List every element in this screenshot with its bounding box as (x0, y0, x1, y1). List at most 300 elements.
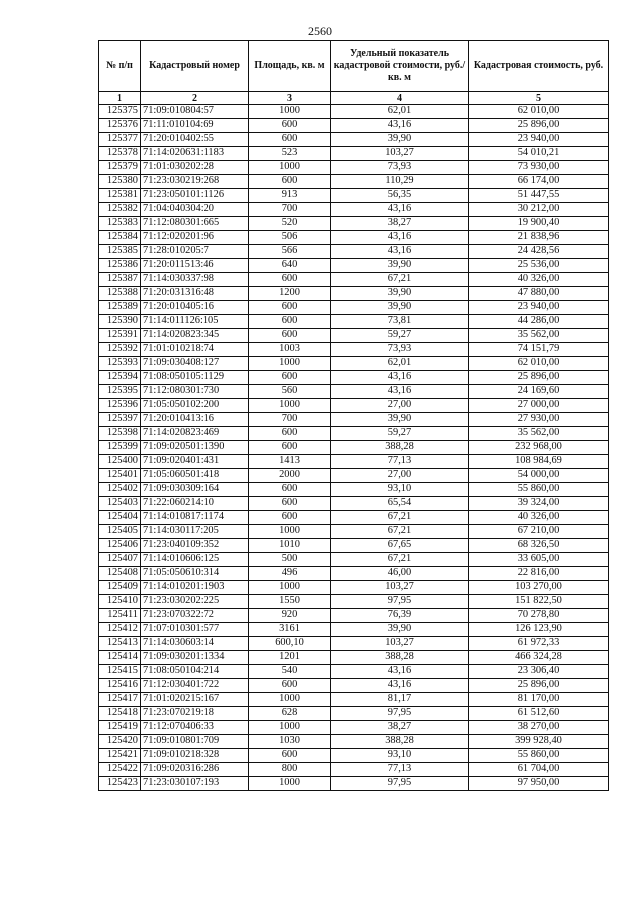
cadastral-value-cell: 67 210,00 (469, 525, 609, 539)
table-row (99, 511, 609, 525)
area-cell: 520 (249, 217, 331, 231)
unit-value-cell: 73,93 (331, 343, 469, 357)
cadastral-number-cell: 71:01:030202:28 (141, 161, 249, 175)
row-number-cell: 125381 (99, 189, 141, 203)
table-row (99, 105, 609, 119)
column-number: 1 (99, 92, 141, 105)
row-number-cell: 125413 (99, 637, 141, 651)
cadastral-number-cell: 71:20:010405:16 (141, 301, 249, 315)
table-row (99, 119, 609, 133)
table-row (99, 749, 609, 763)
table-row (99, 385, 609, 399)
cadastral-number-cell: 71:23:030107:193 (141, 777, 249, 791)
unit-value-cell: 97,95 (331, 595, 469, 609)
area-cell: 800 (249, 763, 331, 777)
header-area: Площадь, кв. м (249, 41, 331, 92)
table-row (99, 651, 609, 665)
row-number-cell: 125416 (99, 679, 141, 693)
cadastral-number-cell: 71:23:030202:225 (141, 595, 249, 609)
cadastral-value-cell: 103 270,00 (469, 581, 609, 595)
area-cell: 1000 (249, 399, 331, 413)
table-row (99, 469, 609, 483)
table-row (99, 441, 609, 455)
area-cell: 600 (249, 133, 331, 147)
cadastral-number-cell: 71:20:010413:16 (141, 413, 249, 427)
table-row (99, 203, 609, 217)
cadastral-number-cell: 71:12:030401:722 (141, 679, 249, 693)
row-number-cell: 125401 (99, 469, 141, 483)
area-cell: 1550 (249, 595, 331, 609)
cadastral-number-cell: 71:20:010402:55 (141, 133, 249, 147)
table-row (99, 147, 609, 161)
area-cell: 1000 (249, 357, 331, 371)
unit-value-cell: 43,16 (331, 665, 469, 679)
cadastral-number-cell: 71:14:020823:345 (141, 329, 249, 343)
cadastral-number-cell: 71:11:010104:69 (141, 119, 249, 133)
row-number-cell: 125414 (99, 651, 141, 665)
cadastral-number-cell: 71:14:010201:1903 (141, 581, 249, 595)
cadastral-value-cell: 108 984,69 (469, 455, 609, 469)
row-number-cell: 125395 (99, 385, 141, 399)
cadastral-number-cell: 71:14:030603:14 (141, 637, 249, 651)
table-row (99, 679, 609, 693)
cadastral-value-cell: 40 326,00 (469, 511, 609, 525)
area-cell: 1200 (249, 287, 331, 301)
row-number-cell: 125379 (99, 161, 141, 175)
cadastral-number-cell: 71:14:010606:125 (141, 553, 249, 567)
unit-value-cell: 27,00 (331, 469, 469, 483)
area-cell: 700 (249, 203, 331, 217)
header-cadastral-value: Кадастровая стоимость, руб. (469, 41, 609, 92)
header-row-number: № п/п (99, 41, 141, 92)
unit-value-cell: 39,90 (331, 623, 469, 637)
unit-value-cell: 39,90 (331, 287, 469, 301)
cadastral-number-cell: 71:09:020401:431 (141, 455, 249, 469)
area-cell: 600 (249, 749, 331, 763)
area-cell: 1000 (249, 693, 331, 707)
cadastral-number-cell: 71:20:011513:46 (141, 259, 249, 273)
cadastral-value-cell: 40 326,00 (469, 273, 609, 287)
cadastral-value-cell: 27 000,00 (469, 399, 609, 413)
table-row (99, 217, 609, 231)
unit-value-cell: 388,28 (331, 735, 469, 749)
row-number-cell: 125402 (99, 483, 141, 497)
unit-value-cell: 67,21 (331, 273, 469, 287)
table-row (99, 539, 609, 553)
table-row (99, 735, 609, 749)
cadastral-value-cell: 33 605,00 (469, 553, 609, 567)
cadastral-number-cell: 71:05:050610:314 (141, 567, 249, 581)
cadastral-value-cell: 39 324,00 (469, 497, 609, 511)
cadastral-number-cell: 71:12:070406:33 (141, 721, 249, 735)
row-number-cell: 125409 (99, 581, 141, 595)
unit-value-cell: 38,27 (331, 721, 469, 735)
row-number-cell: 125393 (99, 357, 141, 371)
area-cell: 3161 (249, 623, 331, 637)
row-number-cell: 125380 (99, 175, 141, 189)
area-cell: 2000 (249, 469, 331, 483)
column-number: 3 (249, 92, 331, 105)
cadastral-value-table (98, 40, 609, 791)
cadastral-number-cell: 71:09:030309:164 (141, 483, 249, 497)
area-cell: 628 (249, 707, 331, 721)
row-number-cell: 125384 (99, 231, 141, 245)
cadastral-value-cell: 399 928,40 (469, 735, 609, 749)
table-row (99, 483, 609, 497)
cadastral-number-cell: 71:20:031316:48 (141, 287, 249, 301)
unit-value-cell: 67,65 (331, 539, 469, 553)
area-cell: 1000 (249, 161, 331, 175)
table-row (99, 777, 609, 791)
area-cell: 920 (249, 609, 331, 623)
table-row (99, 273, 609, 287)
table-row (99, 175, 609, 189)
cadastral-number-cell: 71:01:020215:167 (141, 693, 249, 707)
cadastral-value-cell: 232 968,00 (469, 441, 609, 455)
area-cell: 600 (249, 371, 331, 385)
cadastral-number-cell: 71:09:030408:127 (141, 357, 249, 371)
unit-value-cell: 103,27 (331, 147, 469, 161)
cadastral-number-cell: 71:23:070219:18 (141, 707, 249, 721)
cadastral-number-cell: 71:09:010801:709 (141, 735, 249, 749)
unit-value-cell: 77,13 (331, 763, 469, 777)
table-row (99, 525, 609, 539)
unit-value-cell: 59,27 (331, 427, 469, 441)
area-cell: 1000 (249, 721, 331, 735)
row-number-cell: 125388 (99, 287, 141, 301)
cadastral-number-cell: 71:14:020631:1183 (141, 147, 249, 161)
unit-value-cell: 73,81 (331, 315, 469, 329)
row-number-cell: 125394 (99, 371, 141, 385)
unit-value-cell: 110,29 (331, 175, 469, 189)
table-row (99, 609, 609, 623)
area-cell: 600 (249, 301, 331, 315)
cadastral-value-cell: 22 816,00 (469, 567, 609, 581)
area-cell: 506 (249, 231, 331, 245)
area-cell: 560 (249, 385, 331, 399)
cadastral-number-cell: 71:08:050104:214 (141, 665, 249, 679)
row-number-cell: 125397 (99, 413, 141, 427)
unit-value-cell: 93,10 (331, 749, 469, 763)
area-cell: 1000 (249, 525, 331, 539)
cadastral-value-cell: 23 940,00 (469, 133, 609, 147)
cadastral-value-cell: 38 270,00 (469, 721, 609, 735)
area-cell: 600 (249, 441, 331, 455)
cadastral-value-cell: 30 212,00 (469, 203, 609, 217)
row-number-cell: 125399 (99, 441, 141, 455)
unit-value-cell: 67,21 (331, 511, 469, 525)
area-cell: 600 (249, 329, 331, 343)
area-cell: 600,10 (249, 637, 331, 651)
unit-value-cell: 46,00 (331, 567, 469, 581)
column-number: 5 (469, 92, 609, 105)
unit-value-cell: 39,90 (331, 259, 469, 273)
cadastral-value-cell: 126 123,90 (469, 623, 609, 637)
unit-value-cell: 67,21 (331, 553, 469, 567)
row-number-cell: 125396 (99, 399, 141, 413)
cadastral-number-cell: 71:09:010218:328 (141, 749, 249, 763)
cadastral-number-cell: 71:07:010301:577 (141, 623, 249, 637)
table-row (99, 427, 609, 441)
row-number-cell: 125398 (99, 427, 141, 441)
row-number-cell: 125386 (99, 259, 141, 273)
table-row (99, 413, 609, 427)
cadastral-value-cell: 19 900,40 (469, 217, 609, 231)
unit-value-cell: 65,54 (331, 497, 469, 511)
cadastral-number-cell: 71:14:030117:205 (141, 525, 249, 539)
cadastral-number-cell: 71:05:060501:418 (141, 469, 249, 483)
unit-value-cell: 388,28 (331, 441, 469, 455)
unit-value-cell: 43,16 (331, 203, 469, 217)
unit-value-cell: 43,16 (331, 371, 469, 385)
row-number-cell: 125389 (99, 301, 141, 315)
row-number-cell: 125403 (99, 497, 141, 511)
area-cell: 600 (249, 511, 331, 525)
row-number-cell: 125420 (99, 735, 141, 749)
row-number-cell: 125407 (99, 553, 141, 567)
cadastral-value-cell: 55 860,00 (469, 483, 609, 497)
unit-value-cell: 97,95 (331, 777, 469, 791)
area-cell: 1000 (249, 581, 331, 595)
unit-value-cell: 77,13 (331, 455, 469, 469)
cadastral-number-cell: 71:23:040109:352 (141, 539, 249, 553)
cadastral-number-cell: 71:04:040304:20 (141, 203, 249, 217)
cadastral-value-cell: 23 940,00 (469, 301, 609, 315)
unit-value-cell: 62,01 (331, 105, 469, 119)
column-number: 2 (141, 92, 249, 105)
area-cell: 1030 (249, 735, 331, 749)
area-cell: 1201 (249, 651, 331, 665)
table-row (99, 567, 609, 581)
table-row (99, 259, 609, 273)
row-number-cell: 125405 (99, 525, 141, 539)
area-cell: 1010 (249, 539, 331, 553)
unit-value-cell: 39,90 (331, 301, 469, 315)
cadastral-number-cell: 71:14:020823:469 (141, 427, 249, 441)
header-cadastral-number: Кадастровый номер (141, 41, 249, 92)
row-number-cell: 125404 (99, 511, 141, 525)
cadastral-number-cell: 71:09:030201:1334 (141, 651, 249, 665)
table-row (99, 623, 609, 637)
row-number-cell: 125383 (99, 217, 141, 231)
cadastral-number-cell: 71:09:020316:286 (141, 763, 249, 777)
table-row (99, 581, 609, 595)
row-number-cell: 125382 (99, 203, 141, 217)
row-number-cell: 125422 (99, 763, 141, 777)
cadastral-value-cell: 151 822,50 (469, 595, 609, 609)
row-number-cell: 125412 (99, 623, 141, 637)
cadastral-value-cell: 55 860,00 (469, 749, 609, 763)
row-number-cell: 125390 (99, 315, 141, 329)
table-row (99, 665, 609, 679)
unit-value-cell: 43,16 (331, 679, 469, 693)
unit-value-cell: 103,27 (331, 637, 469, 651)
unit-value-cell: 59,27 (331, 329, 469, 343)
cadastral-number-cell: 71:23:050101:1126 (141, 189, 249, 203)
area-cell: 600 (249, 427, 331, 441)
table-row (99, 595, 609, 609)
area-cell: 496 (249, 567, 331, 581)
area-cell: 600 (249, 679, 331, 693)
table-row (99, 133, 609, 147)
cadastral-number-cell: 71:28:010205:7 (141, 245, 249, 259)
cadastral-value-cell: 21 838,96 (469, 231, 609, 245)
area-cell: 1413 (249, 455, 331, 469)
cadastral-value-cell: 47 880,00 (469, 287, 609, 301)
table-row (99, 455, 609, 469)
unit-value-cell: 43,16 (331, 231, 469, 245)
unit-value-cell: 93,10 (331, 483, 469, 497)
cadastral-value-cell: 73 930,00 (469, 161, 609, 175)
column-number-row (99, 92, 609, 105)
unit-value-cell: 43,16 (331, 119, 469, 133)
table-row (99, 553, 609, 567)
table-row (99, 357, 609, 371)
area-cell: 700 (249, 413, 331, 427)
area-cell: 1000 (249, 105, 331, 119)
area-cell: 640 (249, 259, 331, 273)
table-row (99, 189, 609, 203)
cadastral-value-cell: 25 896,00 (469, 119, 609, 133)
cadastral-number-cell: 71:01:010218:74 (141, 343, 249, 357)
cadastral-value-cell: 51 447,55 (469, 189, 609, 203)
cadastral-value-cell: 97 950,00 (469, 777, 609, 791)
unit-value-cell: 62,01 (331, 357, 469, 371)
header-unit-value: Удельный показатель кадастровой стоимости, руб./кв. м (331, 41, 469, 92)
cadastral-value-cell: 66 174,00 (469, 175, 609, 189)
table-row (99, 721, 609, 735)
unit-value-cell: 39,90 (331, 413, 469, 427)
area-cell: 913 (249, 189, 331, 203)
row-number-cell: 125410 (99, 595, 141, 609)
area-cell: 600 (249, 483, 331, 497)
cadastral-value-cell: 62 010,00 (469, 105, 609, 119)
cadastral-number-cell: 71:12:020201:96 (141, 231, 249, 245)
cadastral-number-cell: 71:12:080301:730 (141, 385, 249, 399)
cadastral-number-cell: 71:14:030337:98 (141, 273, 249, 287)
unit-value-cell: 38,27 (331, 217, 469, 231)
cadastral-number-cell: 71:09:010804:57 (141, 105, 249, 119)
row-number-cell: 125415 (99, 665, 141, 679)
cadastral-value-cell: 25 896,00 (469, 371, 609, 385)
cadastral-value-cell: 61 972,33 (469, 637, 609, 651)
unit-value-cell: 43,16 (331, 385, 469, 399)
row-number-cell: 125392 (99, 343, 141, 357)
area-cell: 600 (249, 497, 331, 511)
cadastral-value-cell: 466 324,28 (469, 651, 609, 665)
row-number-cell: 125376 (99, 119, 141, 133)
cadastral-value-cell: 35 562,00 (469, 427, 609, 441)
table-row (99, 301, 609, 315)
unit-value-cell: 97,95 (331, 707, 469, 721)
table-row (99, 231, 609, 245)
area-cell: 523 (249, 147, 331, 161)
area-cell: 566 (249, 245, 331, 259)
unit-value-cell: 81,17 (331, 693, 469, 707)
row-number-cell: 125385 (99, 245, 141, 259)
row-number-cell: 125408 (99, 567, 141, 581)
table-row (99, 161, 609, 175)
unit-value-cell: 39,90 (331, 133, 469, 147)
cadastral-value-cell: 24 169,60 (469, 385, 609, 399)
unit-value-cell: 67,21 (331, 525, 469, 539)
cadastral-value-cell: 61 704,00 (469, 763, 609, 777)
table-row (99, 399, 609, 413)
unit-value-cell: 73,93 (331, 161, 469, 175)
area-cell: 500 (249, 553, 331, 567)
cadastral-value-cell: 68 326,50 (469, 539, 609, 553)
cadastral-value-cell: 54 010,21 (469, 147, 609, 161)
unit-value-cell: 103,27 (331, 581, 469, 595)
cadastral-number-cell: 71:22:060214:10 (141, 497, 249, 511)
area-cell: 1000 (249, 777, 331, 791)
row-number-cell: 125387 (99, 273, 141, 287)
unit-value-cell: 388,28 (331, 651, 469, 665)
row-number-cell: 125417 (99, 693, 141, 707)
column-number: 4 (331, 92, 469, 105)
cadastral-value-cell: 25 896,00 (469, 679, 609, 693)
table-row (99, 329, 609, 343)
cadastral-number-cell: 71:05:050102:200 (141, 399, 249, 413)
unit-value-cell: 76,39 (331, 609, 469, 623)
table-row (99, 707, 609, 721)
page-number: 2560 (308, 24, 332, 38)
cadastral-value-cell: 54 000,00 (469, 469, 609, 483)
area-cell: 600 (249, 315, 331, 329)
table-row (99, 637, 609, 651)
area-cell: 600 (249, 119, 331, 133)
table-row (99, 287, 609, 301)
area-cell: 1003 (249, 343, 331, 357)
cadastral-value-cell: 61 512,60 (469, 707, 609, 721)
row-number-cell: 125400 (99, 455, 141, 469)
row-number-cell: 125377 (99, 133, 141, 147)
unit-value-cell: 27,00 (331, 399, 469, 413)
row-number-cell: 125419 (99, 721, 141, 735)
row-number-cell: 125411 (99, 609, 141, 623)
area-cell: 540 (249, 665, 331, 679)
table-row (99, 763, 609, 777)
row-number-cell: 125418 (99, 707, 141, 721)
cadastral-value-cell: 44 286,00 (469, 315, 609, 329)
cadastral-number-cell: 71:23:070322:72 (141, 609, 249, 623)
cadastral-value-cell: 24 428,56 (469, 245, 609, 259)
cadastral-value-cell: 35 562,00 (469, 329, 609, 343)
row-number-cell: 125421 (99, 749, 141, 763)
row-number-cell: 125406 (99, 539, 141, 553)
table-row (99, 245, 609, 259)
area-cell: 600 (249, 175, 331, 189)
cadastral-number-cell: 71:23:030219:268 (141, 175, 249, 189)
cadastral-value-cell: 27 930,00 (469, 413, 609, 427)
area-cell: 600 (249, 273, 331, 287)
cadastral-number-cell: 71:08:050105:1129 (141, 371, 249, 385)
cadastral-value-cell: 23 306,40 (469, 665, 609, 679)
table-row (99, 371, 609, 385)
table-row (99, 497, 609, 511)
table-row (99, 693, 609, 707)
table-row (99, 315, 609, 329)
cadastral-number-cell: 71:12:080301:665 (141, 217, 249, 231)
cadastral-value-cell: 25 536,00 (469, 259, 609, 273)
row-number-cell: 125378 (99, 147, 141, 161)
table-row (99, 343, 609, 357)
cadastral-value-cell: 74 151,79 (469, 343, 609, 357)
table-body (99, 105, 609, 791)
table-header-row (99, 41, 609, 92)
row-number-cell: 125423 (99, 777, 141, 791)
cadastral-value-cell: 62 010,00 (469, 357, 609, 371)
